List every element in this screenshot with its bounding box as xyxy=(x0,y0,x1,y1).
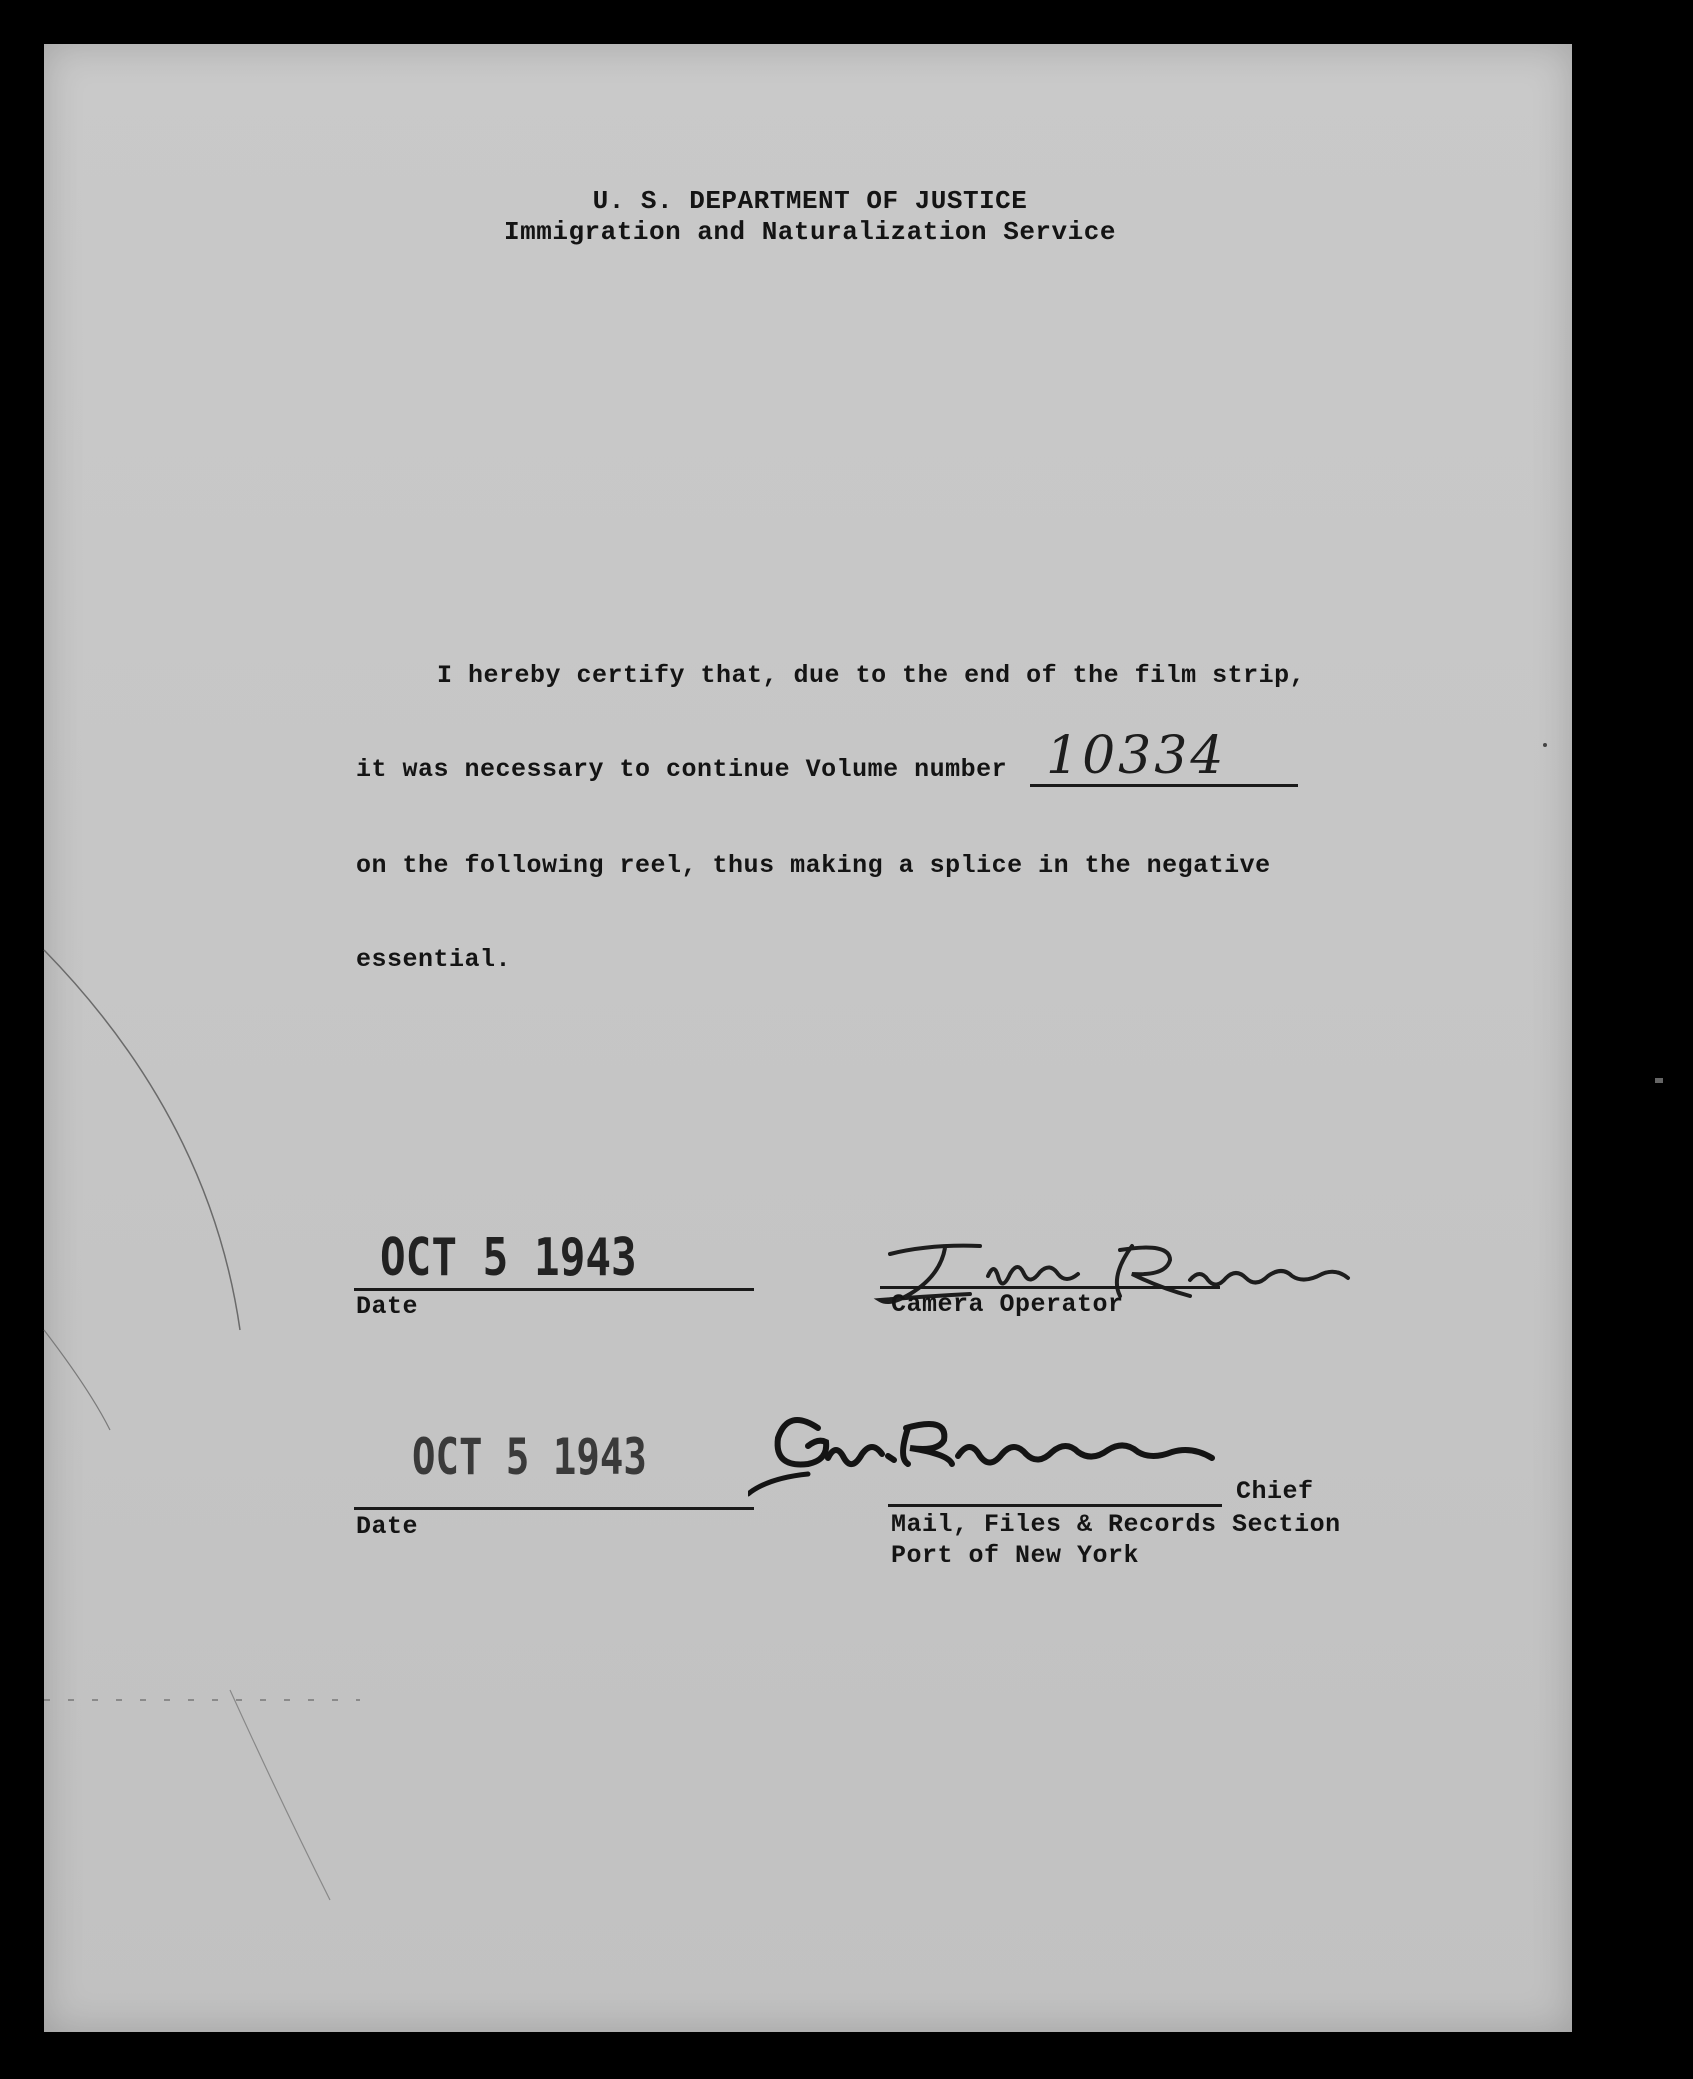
body-line-3: on the following reel, thus making a splice in the negative xyxy=(356,851,1271,880)
header-service: Immigration and Naturalization Service xyxy=(504,217,1116,247)
body-line-4: essential. xyxy=(356,945,512,974)
volume-number-field xyxy=(1030,726,1298,787)
camera-operator-label: Camera Operator xyxy=(891,1290,1124,1319)
document-page xyxy=(44,44,1572,2032)
date-line-1 xyxy=(354,1288,754,1291)
chief-signature xyxy=(748,1398,1288,1508)
volume-number: 10334 xyxy=(1046,726,1227,786)
chief-label: Chief xyxy=(1236,1477,1314,1506)
header-department: U. S. DEPARTMENT OF JUSTICE xyxy=(592,186,1028,216)
body-line-2: it was necessary to continue Volume number xyxy=(356,755,1008,784)
date-label-2: Date xyxy=(356,1512,419,1541)
date-stamp-1: OCT 5 1943 xyxy=(380,1228,637,1288)
date-line-2 xyxy=(354,1507,754,1510)
port-label: Port of New York xyxy=(891,1541,1140,1570)
section-label: Mail, Files & Records Section xyxy=(891,1510,1341,1539)
camera-operator-line xyxy=(880,1286,1220,1289)
chief-signature-line xyxy=(888,1504,1222,1507)
date-stamp-2: OCT 5 1943 xyxy=(412,1428,647,1486)
body-line-1: I hereby certify that, due to the end of the film strip, xyxy=(437,661,1306,690)
date-label-1: Date xyxy=(356,1292,419,1321)
